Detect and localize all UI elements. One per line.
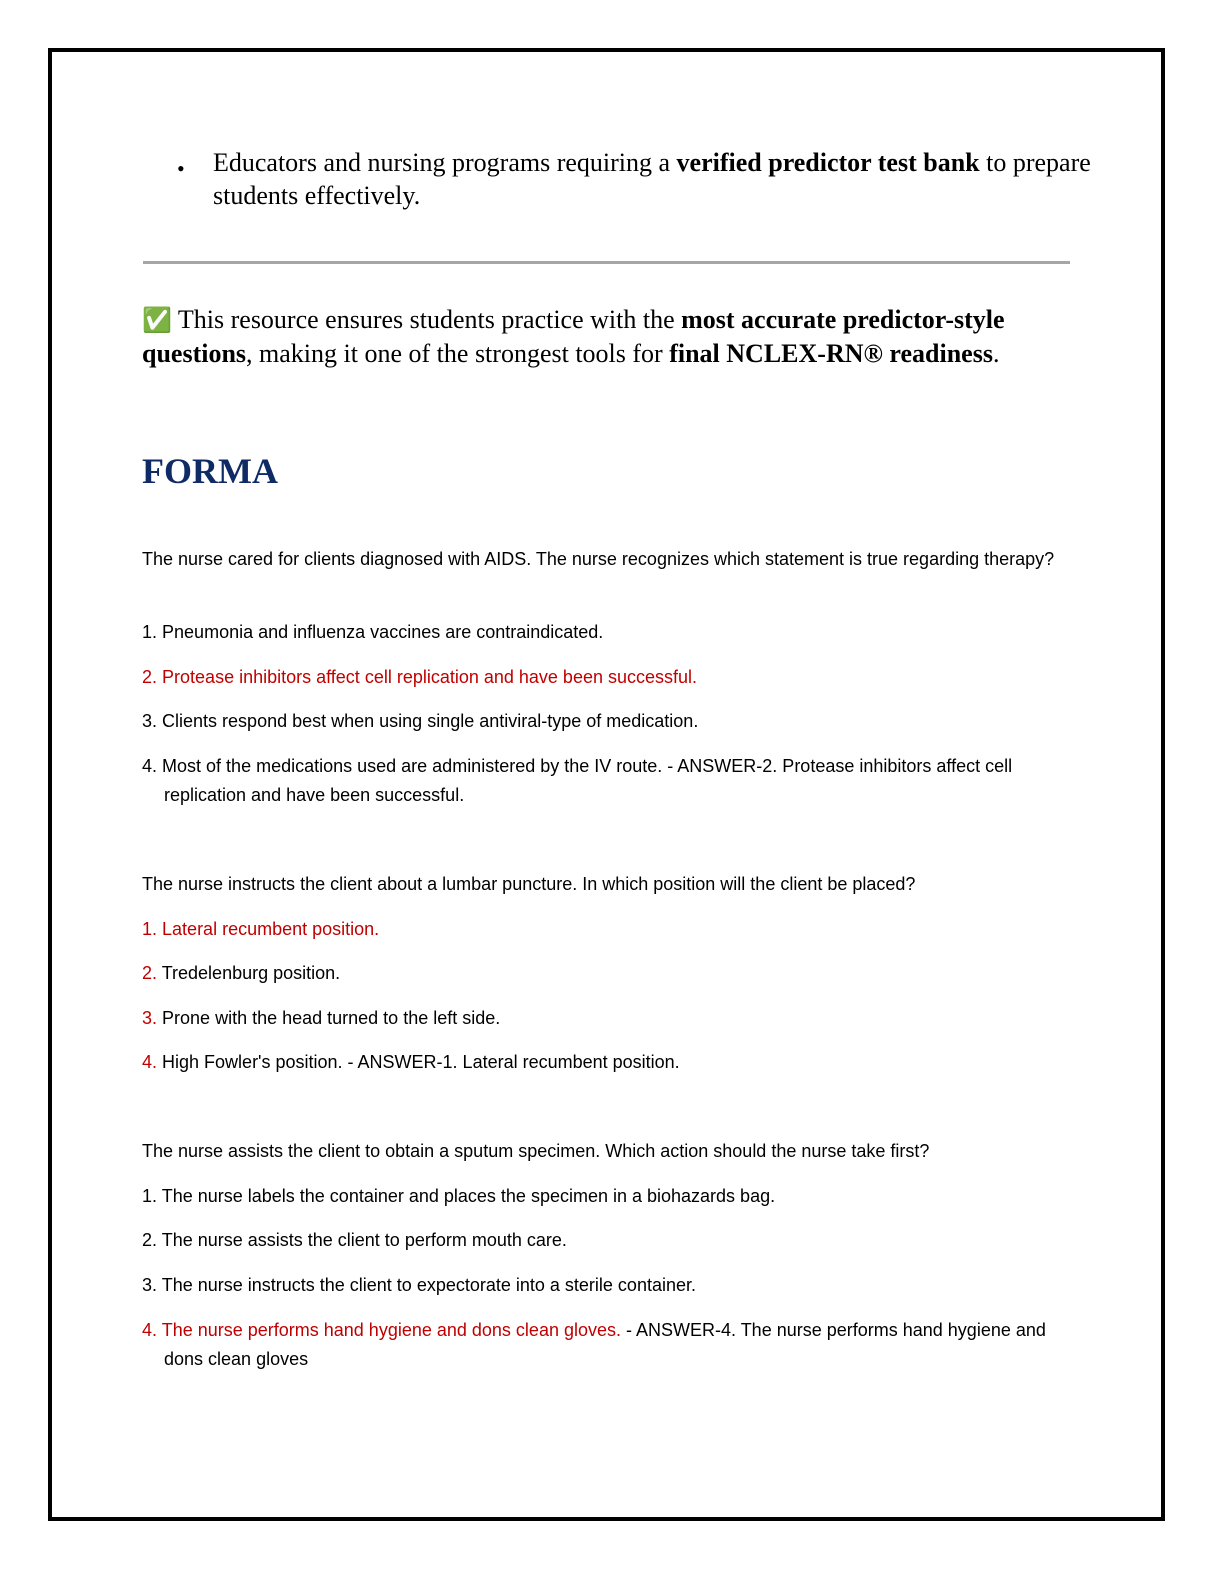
- answer-key: - ANSWER-2. Protease inhibitors affect cell replication and have been successful.: [164, 756, 1013, 805]
- answer-option: 3. Prone with the head turned to the left side.: [142, 1008, 501, 1028]
- bullet-text-bold: verified predictor test bank: [676, 148, 980, 177]
- answer-option: 2. Tredelenburg position.: [142, 963, 341, 983]
- answer-option-correct: 1. Lateral recumbent position.: [142, 919, 380, 939]
- bullet-dot: •: [177, 156, 185, 181]
- answer-key: - ANSWER-1. Lateral recumbent position.: [342, 1052, 680, 1072]
- answer-option: 2. The nurse assists the client to perform mouth care.: [142, 1230, 567, 1250]
- bullet-text-before: Educators and nursing programs requiring a: [213, 148, 677, 177]
- horizontal-divider: [143, 261, 1070, 264]
- answer-option: 1. The nurse labels the container and places the specimen in a biohazards bag.: [142, 1186, 776, 1206]
- answer-option: 1. Pneumonia and influenza vaccines are contraindicated.: [142, 622, 604, 642]
- bullet-item: [213, 146, 1093, 212]
- section-heading: FORMA: [142, 451, 278, 491]
- answer-option: 3. The nurse instructs the client to expectorate into a sterile container.: [142, 1275, 696, 1295]
- summary-paragraph: ✅ This resource ensures students practice with the most accurate predictor-style questions, making it one of the strongest tools for final NCLEX-RN® readiness.: [142, 305, 1005, 368]
- answer-key: - ANSWER-4. The nurse performs hand hygiene and dons clean gloves: [164, 1320, 1046, 1369]
- answer-option: 4. The nurse performs hand hygiene and dons clean gloves. - ANSWER-4. The nurse performs hand hygiene and dons clean gloves: [142, 1320, 1046, 1369]
- answer-option: 3. Clients respond best when using single antiviral-type of medication.: [142, 711, 699, 731]
- question-stem: The nurse cared for clients diagnosed with AIDS. The nurse recognizes which statement is true regarding therapy?: [142, 549, 1055, 569]
- answer-option: 4. High Fowler's position. - ANSWER-1. Lateral recumbent position.: [142, 1052, 680, 1072]
- question-stem: The nurse instructs the client about a lumbar puncture. In which position will the client be placed?: [142, 874, 916, 894]
- answer-option-correct: 2. Protease inhibitors affect cell replication and have been successful.: [142, 667, 698, 687]
- answer-option: 4. Most of the medications used are administered by the IV route. - ANSWER-2. Protease inhibitors affect cell replication and have been successful.: [142, 756, 1013, 805]
- bullet-text-after: to prepare students effectively.: [213, 148, 1091, 210]
- question-stem: The nurse assists the client to obtain a sputum specimen. Which action should the nurse take first?: [142, 1141, 930, 1161]
- check-mark-icon: ✅: [142, 306, 172, 334]
